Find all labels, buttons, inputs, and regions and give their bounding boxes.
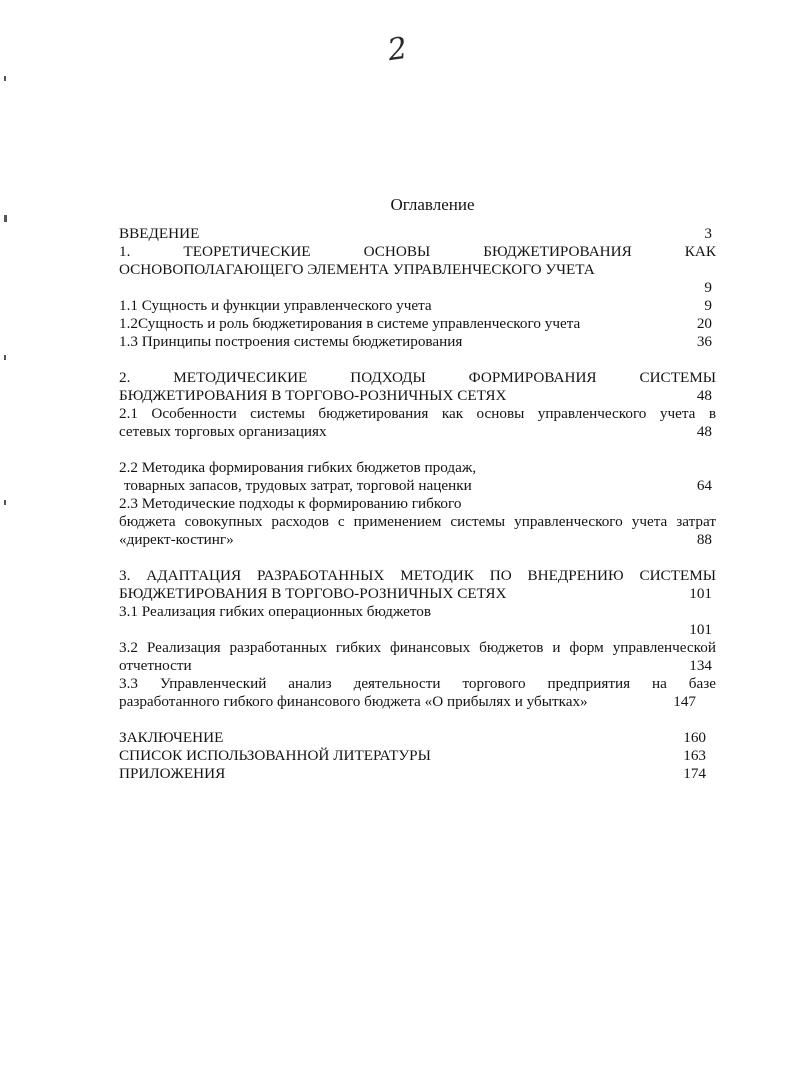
toc-entry-2-3-line2: бюджета совокупных расходов с применением системы управленческого учета затрат (119, 513, 716, 530)
handwritten-page-number: 2 (385, 30, 410, 69)
toc-page: 3 (704, 225, 712, 242)
toc-page: 48 (696, 387, 712, 404)
toc-chapter-2-line1: 2. МЕТОДИЧЕСИКИЕ ПОДХОДЫ ФОРМИРОВАНИЯ СИСТЕМЫ (119, 369, 716, 386)
toc-entry-3-2-line1: 3.2 Реализация разработанных гибких финансовых бюджетов и форм управленческой (119, 639, 716, 656)
toc-entry-2-2-line1: 2.2 Методика формирования гибких бюджетов продаж, (119, 459, 477, 476)
toc-entry-2-2 (119, 477, 716, 495)
toc-entry-1-3 (119, 333, 716, 351)
toc-entry-chapter-2 (119, 387, 716, 405)
toc-page: 20 (696, 315, 712, 332)
toc-entry-3-3 (119, 693, 716, 711)
toc-entry-1-1 (119, 297, 716, 315)
toc-page: 9 (704, 279, 712, 296)
toc-label: товарных запасов, трудовых затрат, торговой наценки (124, 477, 472, 494)
toc-label: 1.1 Сущность и функции управленческого учета (119, 297, 432, 314)
toc-page: 160 (683, 729, 706, 746)
spacer (119, 549, 716, 567)
toc-chapter-3-line1: 3. АДАПТАЦИЯ РАЗРАБОТАННЫХ МЕТОДИК ПО ВНЕДРЕНИЮ СИСТЕМЫ (119, 567, 716, 584)
toc-page: 134 (689, 657, 712, 674)
spacer (119, 441, 716, 459)
toc-entry-1-2 (119, 315, 716, 333)
toc-label: сетевых торговых организациях (119, 423, 327, 440)
toc-page: 36 (696, 333, 712, 350)
toc-label: ПРИЛОЖЕНИЯ (119, 765, 226, 782)
toc-entry-references (119, 747, 716, 765)
toc-chapter-1-line1: 1. ТЕОРЕТИЧЕСКИЕ ОСНОВЫ БЮДЖЕТИРОВАНИЯ КАК (119, 243, 716, 260)
toc-entry-3-1-label: 3.1 Реализация гибких операционных бюджетов (119, 603, 432, 620)
toc-page: 174 (683, 765, 706, 782)
scan-mark (4, 500, 6, 505)
scan-mark (4, 215, 7, 222)
toc-label: СПИСОК ИСПОЛЬЗОВАННОЙ ЛИТЕРАТУРЫ (119, 747, 431, 764)
scan-mark (4, 355, 6, 360)
spacer (119, 711, 716, 729)
spacer (119, 351, 716, 369)
toc-label: «директ-костинг» (119, 531, 234, 548)
toc-label: БЮДЖЕТИРОВАНИЯ В ТОРГОВО-РОЗНИЧНЫХ СЕТЯХ (119, 585, 507, 602)
page-title: Оглавление (390, 195, 475, 214)
toc-entry-appendices (119, 765, 716, 783)
toc-entry-2-1 (119, 423, 716, 441)
toc-entry-2-3 (119, 531, 716, 549)
toc-entry-3-2 (119, 657, 716, 675)
toc-page: 48 (696, 423, 712, 440)
toc-entry-conclusion (119, 729, 716, 747)
table-of-contents (119, 225, 716, 783)
toc-label: 1.3 Принципы построения системы бюджетирования (119, 333, 463, 350)
toc-label: ВВЕДЕНИЕ (119, 225, 200, 242)
toc-label: 1.2Сущность и роль бюджетирования в системе управленческого учета (119, 315, 581, 332)
toc-label: отчетности (119, 657, 192, 674)
toc-page: 9 (704, 297, 712, 314)
toc-page: 64 (696, 477, 712, 494)
toc-page: 147 (673, 693, 696, 710)
toc-label: разработанного гибкого финансового бюджета «О прибылях и убытках» (119, 693, 588, 710)
toc-page: 101 (689, 621, 712, 638)
toc-entry-3-3-line1: 3.3 Управленческий анализ деятельности торгового предприятия на базе (119, 675, 716, 692)
toc-entry-2-3-line1: 2.3 Методические подходы к формированию гибкого (119, 495, 462, 512)
toc-page: 101 (689, 585, 712, 602)
toc-page: 163 (683, 747, 706, 764)
scan-mark (4, 76, 6, 81)
toc-chapter-1-line2: ОСНОВОПОЛАГАЮЩЕГО ЭЛЕМЕНТА УПРАВЛЕНЧЕСКОГО УЧЕТА (119, 261, 595, 278)
toc-label: БЮДЖЕТИРОВАНИЯ В ТОРГОВО-РОЗНИЧНЫХ СЕТЯХ (119, 387, 507, 404)
toc-label: ЗАКЛЮЧЕНИЕ (119, 729, 224, 746)
toc-entry-intro (119, 225, 716, 243)
toc-page: 88 (696, 531, 712, 548)
toc-entry-chapter-3 (119, 585, 716, 603)
toc-entry-2-1-line1: 2.1 Особенности системы бюджетирования как основы управленческого учета в (119, 405, 716, 422)
